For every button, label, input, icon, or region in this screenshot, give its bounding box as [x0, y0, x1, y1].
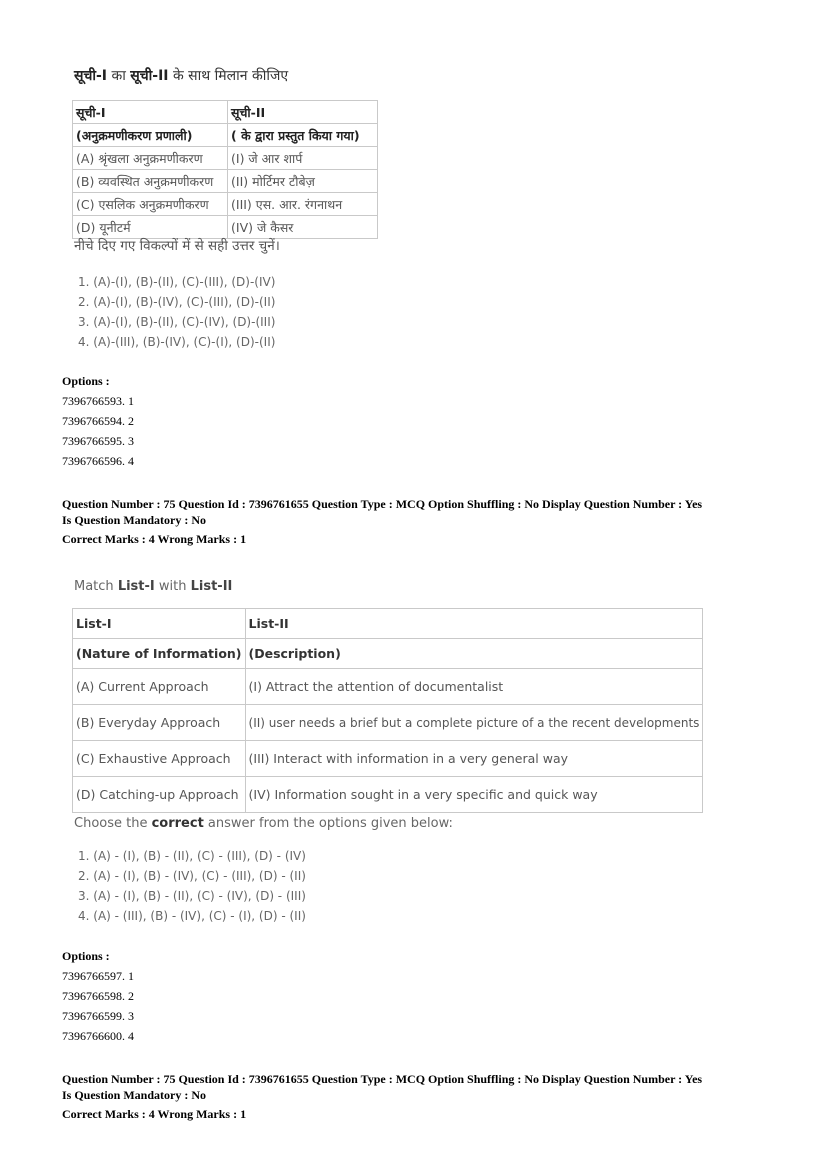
table-cell: (III) Interact with information in a very general way	[245, 741, 703, 777]
question-marks: Correct Marks : 4 Wrong Marks : 1	[62, 1107, 247, 1121]
table-header-cell: List-I	[73, 609, 246, 639]
question-1-match-table	[72, 100, 378, 239]
table-cell: (D) Catching-up Approach	[73, 777, 246, 813]
table-subheader-row	[73, 124, 378, 147]
list-2-label: List-II	[190, 579, 233, 594]
answer-choice: 1. (A) - (I), (B) - (II), (C) - (III), (D) - (IV)	[78, 849, 306, 863]
table-cell: (A) Current Approach	[73, 669, 246, 705]
question-meta-line: Question Number : 75 Question Id : 7396761655 Question Type : MCQ Option Shuffling : No Display Question Number : Yes	[62, 497, 703, 511]
table-cell: (III) एस. आर. रंगनाथन	[228, 193, 378, 216]
table-header-cell: सूची-I	[73, 101, 228, 124]
question-1-answer-list	[78, 272, 275, 352]
answer-choice: 3. (A) - (I), (B) - (II), (C) - (IV), (D) - (III)	[78, 889, 306, 903]
question-2-answer-list	[78, 846, 306, 926]
table-subheader-row	[73, 639, 703, 669]
table-subheader-cell: (Nature of Information)	[73, 639, 246, 669]
option-id: 7396766597. 1	[62, 969, 134, 983]
instruction-prefix: Choose the	[74, 816, 152, 831]
title-connector: with	[154, 579, 191, 594]
table-cell: (IV) जे कैसर	[228, 216, 378, 239]
answer-choice: 1. (A)-(I), (B)-(II), (C)-(III), (D)-(IV)	[78, 275, 276, 289]
question-mandatory: Is Question Mandatory : No	[62, 1088, 207, 1102]
table-row	[73, 669, 703, 705]
table-cell: (D) यूनीटर्म	[73, 216, 228, 239]
options-label: Options :	[62, 949, 110, 963]
question-2-instruction	[74, 816, 453, 831]
question-2-title	[74, 579, 232, 594]
question-meta	[62, 496, 822, 547]
table-cell: (II) मोर्टिमर टौबेज़	[228, 170, 378, 193]
question-2-match-table	[72, 608, 703, 813]
table-header-row	[73, 609, 703, 639]
option-id: 7396766593. 1	[62, 394, 134, 408]
table-cell: (B) Everyday Approach	[73, 705, 246, 741]
options-label: Options :	[62, 374, 110, 388]
title-connector: का	[107, 68, 131, 84]
table-row	[73, 705, 703, 741]
title-suffix: के साथ मिलान कीजिए	[168, 68, 289, 84]
table-cell: (I) जे आर शार्प	[228, 147, 378, 170]
table-row	[73, 147, 378, 170]
table-row	[73, 777, 703, 813]
table-cell: (A) श्रृंखला अनुक्रमणीकरण	[73, 147, 228, 170]
question-mandatory: Is Question Mandatory : No	[62, 513, 207, 527]
option-id: 7396766600. 4	[62, 1029, 134, 1043]
option-id: 7396766596. 4	[62, 454, 134, 468]
answer-choice: 2. (A) - (I), (B) - (IV), (C) - (III), (D) - (II)	[78, 869, 306, 883]
option-id: 7396766594. 2	[62, 414, 134, 428]
answer-choice: 2. (A)-(I), (B)-(IV), (C)-(III), (D)-(II)	[78, 295, 276, 309]
list-1-label: सूची-I	[74, 68, 107, 84]
table-subheader-cell: (अनुक्रमणीकरण प्रणाली)	[73, 124, 228, 147]
table-row	[73, 193, 378, 216]
list-1-label: List-I	[117, 579, 155, 594]
answer-choice: 4. (A) - (III), (B) - (IV), (C) - (I), (D) - (II)	[78, 909, 306, 923]
table-cell: (IV) Information sought in a very specific and quick way	[245, 777, 703, 813]
question-meta	[62, 1071, 822, 1122]
option-id: 7396766598. 2	[62, 989, 134, 1003]
table-cell: (II) user needs a brief but a complete picture of a the recent developments	[245, 705, 703, 741]
table-cell: (I) Attract the attention of documentalist	[245, 669, 703, 705]
instruction-suffix: answer from the options given below:	[203, 816, 453, 831]
question-marks: Correct Marks : 4 Wrong Marks : 1	[62, 532, 247, 546]
table-row	[73, 741, 703, 777]
table-header-cell: सूची-II	[228, 101, 378, 124]
answer-choice: 3. (A)-(I), (B)-(II), (C)-(IV), (D)-(III)	[78, 315, 276, 329]
question-meta-line: Question Number : 75 Question Id : 7396761655 Question Type : MCQ Option Shuffling : No Display Question Number : Yes	[62, 1072, 703, 1086]
table-cell: (B) व्यवस्थित अनुक्रमणीकरण	[73, 170, 228, 193]
table-header-cell: List-II	[245, 609, 703, 639]
question-1-instruction: नीचे दिए गए विकल्पों में से सही उत्तर चुनें।	[74, 238, 280, 254]
table-subheader-cell: (Description)	[245, 639, 703, 669]
option-id: 7396766599. 3	[62, 1009, 134, 1023]
table-header-row	[73, 101, 378, 124]
table-cell: (C) एसलिक अनुक्रमणीकरण	[73, 193, 228, 216]
title-prefix: Match	[74, 579, 118, 594]
table-cell: (C) Exhaustive Approach	[73, 741, 246, 777]
table-row	[73, 170, 378, 193]
table-subheader-cell: ( के द्वारा प्रस्तुत किया गया)	[228, 124, 378, 147]
instruction-emphasis: correct	[151, 816, 204, 831]
option-id: 7396766595. 3	[62, 434, 134, 448]
question-1-title	[74, 66, 288, 85]
list-2-label: सूची-II	[130, 68, 169, 84]
answer-choice: 4. (A)-(III), (B)-(IV), (C)-(I), (D)-(II)	[78, 335, 276, 349]
